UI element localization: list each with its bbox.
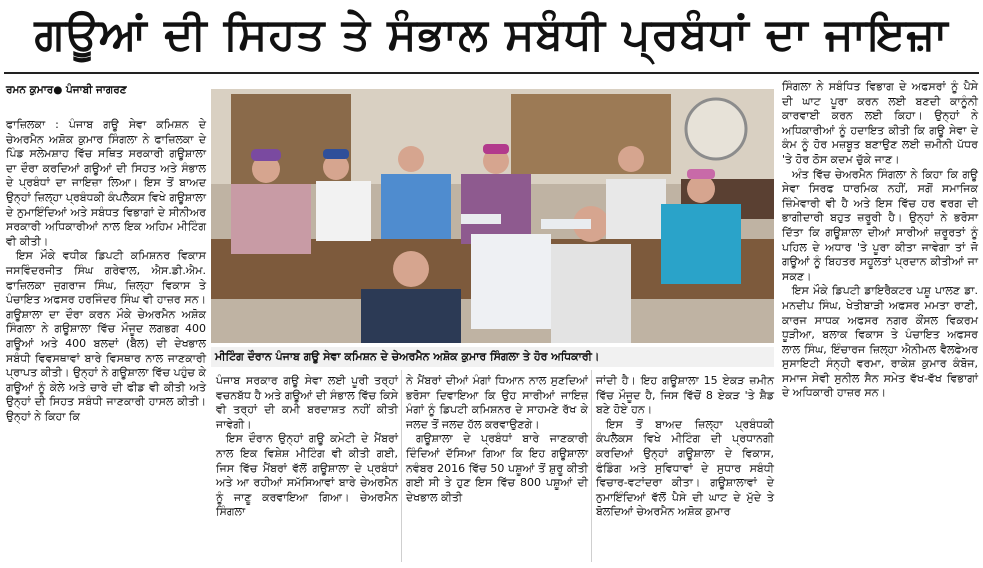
paragraph: ਅੰਤ ਵਿੱਚ ਚੇਅਰਮੈਨ ਸਿੰਗਲਾ ਨੇ ਕਿਹਾ ਕਿ ਗਊ ਸੇਵਾ ਸਿਰਫ ਧਾਰਮਿਕ ਨਹੀਂ, ਸਗੋਂ ਸਮਾਜਿਕ ਜ਼ਿੰਮੇਵਾਰੀ ਵੀ ਹੈ ਅਤੇ ਇਸ ਵਿੱਚ ਹਰ ਵਰਗ ਦੀ ਭਾਗੀਦਾਰੀ ਬਹੁਤ ਜ਼ਰੂਰੀ ਹੈ। ਉਨ੍ਹਾਂ ਨੇ ਭਰੋਸਾ ਦਿੱਤਾ ਕਿ ਗਊਸ਼ਾਲਾ ਦੀਆਂ ਸਾਰੀਆਂ ਜ਼ਰੂਰਤਾਂ ਨੂੰ ਪਹਿਲ ਦੇ ਅਧਾਰ 'ਤੇ ਪੂਰਾ ਕੀਤਾ ਜਾਵੇਗਾ ਤਾਂ ਜੋ ਗਊਆਂ ਨੂੰ ਬਿਹਤਰ ਸਹੂਲਤਾਂ ਪ੍ਰਦਾਨ ਕੀਤੀਆਂ ਜਾ ਸਕਣ। [782,167,978,283]
headline: ਗਊਆਂ ਦੀ ਸਿਹਤ ਤੇ ਸੰਭਾਲ ਸਬੰਧੀ ਪ੍ਰਬੰਧਾਂ ਦਾ ਜਾਇਜ਼ਾ [34,8,949,60]
article-column-1 [6,118,206,562]
paragraph: ਇਸ ਮੌਕੇ ਵਧੀਕ ਡਿਪਟੀ ਕਮਿਸ਼ਨਰ ਵਿਕਾਸ ਜਸਵਿੰਦਰਜੀਤ ਸਿੰਘ ਗਰੇਵਾਲ, ਐਸ.ਡੀ.ਐਮ. ਫਾਜ਼ਿਲਕਾ ਜੁਗਰਾਜ ਸਿੰਘ, ਜ਼ਿਲ੍ਹਾ ਵਿਕਾਸ ਤੇ ਪੰਚਾਇਤ ਅਫਸਰ ਹਰਜਿੰਦਰ ਸਿੰਘ ਵੀ ਹਾਜ਼ਰ ਸਨ।ਗਊਸ਼ਾਲਾ ਦਾ ਦੌਰਾ ਕਰਨ ਮੌਕੇ ਚੇਅਰਮੈਨ ਅਸ਼ੋਕ ਸਿੰਗਲਾ ਨੇ ਗਊਸ਼ਾਲਾ ਵਿੱਚ ਮੌਜੂਦ ਲਗਭਗ 400 ਗਊਆਂ ਅਤੇ 400 ਬਲਦਾਂ (ਬੈਲ) ਦੀ ਦੇਖਭਾਲ ਸਬੰਧੀ ਵਿਵਸਥਾਵਾਂ ਬਾਰੇ ਵਿਸਥਾਰ ਨਾਲ ਜਾਣਕਾਰੀ ਪ੍ਰਾਪਤ ਕੀਤੀ। ਉਨ੍ਹਾਂ ਨੇ ਗਊਸ਼ਾਲਾ ਵਿੱਚ ਪਹੁੰਚ ਕੇ ਗਊਆਂ ਨੂੰ ਕੇਲੇ ਅਤੇ ਚਾਰੇ ਦੀ ਫੀਡ ਵੀ ਕੀਤੀ ਅਤੇ ਉਨ੍ਹਾਂ ਦੀ ਸਿਹਤ ਸਬੰਧੀ ਜਾਣਕਾਰੀ ਹਾਸਲ ਕੀਤੀ। ਉਨ੍ਹਾਂ ਨੇ ਕਿਹਾ ਕਿ [6,249,206,423]
paragraph: ਇਸ ਤੋਂ ਬਾਅਦ ਜ਼ਿਲ੍ਹਾ ਪ੍ਰਬੰਧਕੀ ਕੰਪਲੈਕਸ ਵਿਖੇ ਮੀਟਿੰਗ ਦੀ ਪ੍ਰਧਾਨਗੀ ਕਰਦਿਆਂ ਉਨ੍ਹਾਂ ਗਊਸ਼ਾਲਾ ਦੇ ਵਿਕਾਸ, ਫੰਡਿੰਗ ਅਤੇ ਸੁਵਿਧਾਵਾਂ ਦੇ ਸੁਧਾਰ ਸਬੰਧੀ ਵਿਚਾਰ-ਵਟਾਂਦਰਾ ਕੀਤਾ। ਗਊਸ਼ਾਲਾਵਾਂ ਦੇ ਨੁਮਾਇੰਦਿਆਂ ਵੱਲੋਂ ਪੈਸੇ ਦੀ ਘਾਟ ਦੇ ਮੁੱਦੇ ਤੇ ਬੋਲਦਿਆਂ ਚੇਅਰਮੈਨ ਅਸ਼ੋਕ ਕੁਮਾਰ [596,417,774,519]
article-column-5 [782,80,978,562]
column-divider [591,370,592,562]
meeting-photo [211,89,774,343]
meeting-photo-illustration [211,89,774,343]
article-column-3 [406,374,588,562]
byline: ਰਮਨ ਕੁਮਾਰ● ਪੰਜਾਬੀ ਜਾਗਰਣ [6,84,127,96]
column-divider [401,370,402,562]
paragraph: ਜਾਂਦੀ ਹੈ। ਇਹ ਗਊਸ਼ਾਲਾ 15 ਏਕੜ ਜ਼ਮੀਨ ਵਿੱਚ ਮੌਜੂਦ ਹੈ, ਜਿਸ ਵਿੱਚੋਂ 8 ਏਕੜ 'ਤੇ ਸ਼ੈਡ ਬਣੇ ਹੋਏ ਹਨ। [596,374,774,417]
paragraph: ਇਸ ਦੌਰਾਨ ਉਨ੍ਹਾਂ ਗਊ ਕਮੇਟੀ ਦੇ ਮੈਂਬਰਾਂ ਨਾਲ ਇਕ ਵਿਸ਼ੇਸ਼ ਮੀਟਿੰਗ ਵੀ ਕੀਤੀ ਗਈ, ਜਿਸ ਵਿੱਚ ਮੈਂਬਰਾਂ ਵੱਲੋਂ ਗਊਸ਼ਾਲਾ ਦੇ ਪ੍ਰਬੰਧਾਂ ਅਤੇ ਆ ਰਹੀਆਂ ਸਮੱਸਿਆਵਾਂ ਬਾਰੇ ਚੇਅਰਮੈਨ ਨੂੰ ਜਾਣੂ ਕਰਵਾਇਆ ਗਿਆ। ਚੇਅਰਮੈਨ ਸਿੰਗਲਾ [216,432,398,519]
photo-caption: ਮੀਟਿੰਗ ਦੌਰਾਨ ਪੰਜਾਬ ਗਊ ਸੇਵਾ ਕਮਿਸ਼ਨ ਦੇ ਚੇਅਰਮੈਨ ਅਸ਼ੋਕ ਕੁਮਾਰ ਸਿੰਗਲਾ ਤੇ ਹੋਰ ਅਧਿਕਾਰੀ। [211,347,774,367]
paragraph: ਸਿੰਗਲਾ ਨੇ ਸਬੰਧਿਤ ਵਿਭਾਗ ਦੇ ਅਫਸਰਾਂ ਨੂੰ ਪੈਸੇ ਦੀ ਘਾਟ ਪੂਰਾ ਕਰਨ ਲਈ ਬਣਦੀ ਕਾਨੂੰਨੀ ਕਾਰਵਾਈ ਕਰਨ ਲਈ ਕਿਹਾ। ਉਨ੍ਹਾਂ ਨੇ ਅਧਿਕਾਰੀਆਂ ਨੂੰ ਹਦਾਇਤ ਕੀਤੀ ਕਿ ਗਊ ਸੇਵਾ ਦੇ ਕੰਮ ਨੂੰ ਹੋਰ ਮਜ਼ਬੂਤ ਬਣਾਉਣ ਲਈ ਜ਼ਮੀਨੀ ਪੱਧਰ 'ਤੇ ਹੋਰ ਠੋਸ ਕਦਮ ਚੁੱਕੇ ਜਾਣ। [782,80,978,166]
article-column-2 [216,374,398,562]
paragraph: ਪੰਜਾਬ ਸਰਕਾਰ ਗਊ ਸੇਵਾ ਲਈ ਪੂਰੀ ਤਰ੍ਹਾਂ ਵਚਨਬੱਧ ਹੈ ਅਤੇ ਗਊਆਂ ਦੀ ਸੰਭਾਲ ਵਿੱਚ ਕਿਸੇ ਵੀ ਤਰ੍ਹਾਂ ਦੀ ਕਮੀ ਬਰਦਾਸ਼ਤ ਨਹੀਂ ਕੀਤੀ ਜਾਵੇਗੀ। [216,374,398,431]
paragraph: ਗਊਸ਼ਾਲਾ ਦੇ ਪ੍ਰਬੰਧਾਂ ਬਾਰੇ ਜਾਣਕਾਰੀ ਦਿੰਦਿਆਂ ਦੱਸਿਆ ਗਿਆ ਕਿ ਇਹ ਗਊਸ਼ਾਲਾ ਨਵੰਬਰ 2016 ਵਿੱਚ 50 ਪਸ਼ੂਆਂ ਤੋਂ ਸ਼ੁਰੂ ਕੀਤੀ ਗਈ ਸੀ ਤੇ ਹੁਣ ਇਸ ਵਿੱਚ 800 ਪਸ਼ੂਆਂ ਦੀ ਦੇਖਭਾਲ ਕੀਤੀ [406,432,588,504]
article-column-4 [596,374,774,562]
paragraph: ਫਾਜ਼ਿਲਕਾ : ਪੰਜਾਬ ਗਊ ਸੇਵਾ ਕਮਿਸ਼ਨ ਦੇ ਚੇਅਰਮੈਨ ਅਸ਼ੋਕ ਕੁਮਾਰ ਸਿੰਗਲਾ ਨੇ ਫਾਜ਼ਿਲਕਾ ਦੇ ਪਿੰਡ ਸਲੇਮਸ਼ਾਹ ਵਿੱਚ ਸਥਿਤ ਸਰਕਾਰੀ ਗਊਸ਼ਾਲਾ ਦਾ ਦੌਰਾ ਕਰਦਿਆਂ ਗਊਆਂ ਦੀ ਸਿਹਤ ਅਤੇ ਸੰਭਾਲ ਦੇ ਪ੍ਰਬੰਧਾਂ ਦਾ ਜਾਇਜ਼ਾ ਲਿਆ। ਇਸ ਤੋਂ ਬਾਅਦ ਉਨ੍ਹਾਂ ਜ਼ਿਲ੍ਹਾ ਪ੍ਰਬੰਧਕੀ ਕੰਪਲੈਕਸ ਵਿਖੇ ਗਊਸ਼ਾਲਾ ਦੇ ਨੁਮਾਇੰਦਿਆਂ ਅਤੇ ਸਬੰਧਤ ਵਿਭਾਗਾਂ ਦੇ ਸੀਨੀਅਰ ਸਰਕਾਰੀ ਅਧਿਕਾਰੀਆਂ ਨਾਲ ਇਕ ਅਹਿਮ ਮੀਟਿੰਗ ਵੀ ਕੀਤੀ। [6,118,206,248]
headline-rule [4,72,979,74]
paragraph: ਨੇ ਮੈਂਬਰਾਂ ਦੀਆਂ ਮੰਗਾਂ ਧਿਆਨ ਨਾਲ ਸੁਣਦਿਆਂ ਭਰੋਸਾ ਦਿਵਾਇਆ ਕਿ ਉਹ ਸਾਰੀਆਂ ਜਾਇਜ਼ ਮੰਗਾਂ ਨੂੰ ਡਿਪਟੀ ਕਮਿਸ਼ਨਰ ਦੇ ਸਾਹਮਣੇ ਰੱਖ ਕੇ ਜਲਦ ਤੋਂ ਜਲਦ ਹੱਲ ਕਰਵਾਉਣਗੇ। [406,374,588,431]
paragraph: ਇਸ ਮੌਕੇ ਡਿਪਟੀ ਡਾਇਰੈਕਟਰ ਪਸ਼ੂ ਪਾਲਣ ਡਾ. ਮਨਦੀਪ ਸਿੰਘ, ਖੇਤੀਬਾੜੀ ਅਫਸਰ ਮਮਤਾ ਰਾਣੀ, ਕਾਰਜ ਸਾਧਕ ਅਫਸਰ ਨਗਰ ਕੌਂਸਲ ਵਿਕਰਮ ਧੂੜੀਆ, ਬਲਾਕ ਵਿਕਾਸ ਤੇ ਪੰਚਾਇਤ ਅਫਸਰ ਲਾਲ ਸਿੰਘ, ਇੰਚਾਰਜ ਜ਼ਿਲ੍ਹਾ ਐਨੀਮਲ ਵੈਲਫੇਅਰ ਸੁਸਾਇਟੀ ਸੰਨ੍ਹੀ ਵਰਮਾ, ਰਾਕੇਸ਼ ਕੁਮਾਰ ਕੰਬੋਜ, ਸਮਾਜ ਸੇਵੀ ਸੁਨੀਲ ਸੈਨ ਸਮੇਤ ਵੱਖ-ਵੱਖ ਵਿਭਾਗਾਂ ਦੇ ਅਧਿਕਾਰੀ ਹਾਜ਼ਰ ਸਨ। [782,284,978,400]
